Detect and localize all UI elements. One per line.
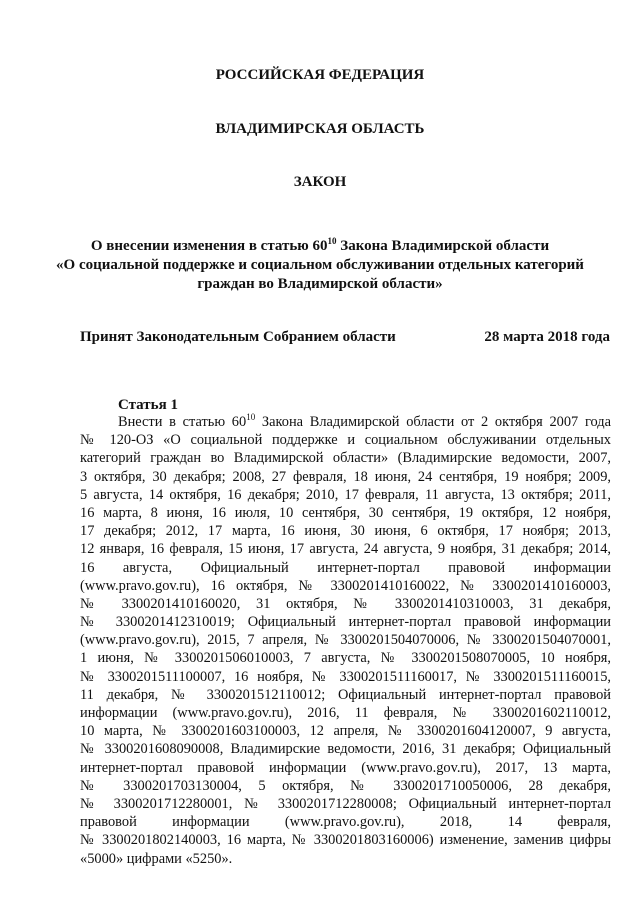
law-title-line-3: граждан во Владимирской области» — [197, 276, 443, 292]
article-superscript: 10 — [246, 413, 256, 423]
article-line: 17 декабря; 2012, 17 марта, 16 июня, 30 июня, 6 октября, 17 ноября; 2013, — [80, 523, 611, 540]
article-line: 5 августа, 14 октября, 16 декабря; 2010, 17 февраля, 11 августа, 13 октября; 2011, — [80, 486, 611, 503]
article-line — [80, 413, 611, 431]
article-line: (www.pravo.gov.ru), 16 октября, № 3300201410160022, № 3300201410160003, — [80, 577, 611, 594]
article-body — [80, 413, 611, 868]
article-line: 16 августа, Официальный интернет-портал правовой информации — [80, 559, 611, 576]
article-line: 12 января, 16 февраля, 15 июня, 17 августа, 24 августа, 9 ноября, 31 декабря; 2014, — [80, 541, 611, 558]
article-line: 11 декабря, № 3300201512110012; Официальный интернет-портал правовой — [80, 686, 611, 703]
article-line: № 3300201712280001, № 3300201712280008; Официальный интернет-портал — [80, 795, 611, 812]
adoption-line — [80, 328, 610, 347]
region-heading: ВЛАДИМИРСКАЯ ОБЛАСТЬ — [215, 121, 425, 137]
adopting-body: Принят Законодательным Собранием области — [80, 329, 396, 345]
federation-heading: РОССИЙСКАЯ ФЕДЕРАЦИЯ — [215, 67, 425, 83]
article-line: 3 октября, 30 декабря; 2008, 27 февраля, 18 июня, 24 сентября, 19 ноября; 2009, — [80, 468, 611, 485]
article-line: № 120-ОЗ «О социальной поддержке и социальном обслуживании отдельных — [80, 432, 611, 449]
law-title-line-1-end: Закона Владимирской области — [336, 238, 550, 254]
article-line: № 3300201608090008, Владимирские ведомости, 2016, 31 декабря; Официальный — [80, 741, 611, 758]
article-line: интернет-портал правовой информации (www.pravo.gov.ru), 2017, 13 марта, — [80, 759, 611, 776]
article-line: «5000» цифрами «5250». — [80, 850, 233, 867]
article-first-line-end: Закона Владимирской области от 2 октября 2007 года — [255, 414, 611, 430]
law-title-line-1 — [0, 237, 640, 256]
article-line: правовой информации (www.pravo.gov.ru), 2018, 14 февраля, — [80, 814, 611, 831]
article-line: № 3300201410160020, 31 октября, № 3300201410310003, 31 декабря, — [80, 595, 611, 612]
article-line: (www.pravo.gov.ru), 2015, 7 апреля, № 3300201504070006, № 3300201504070001, — [80, 632, 611, 649]
document-type-heading: ЗАКОН — [293, 174, 347, 190]
article-line: № 3300201802140003, 16 марта, № 3300201803160006) изменение, заменив цифры — [80, 832, 611, 849]
article-line: 1 июня, № 3300201506010003, 7 августа, № 3300201508070005, 10 ноября, — [80, 650, 611, 667]
article-heading: Статья 1 — [118, 397, 178, 413]
law-title-line-1-start: О внесении изменения в статью 60 — [90, 238, 328, 254]
article-line: № 3300201511100007, 16 ноября, № 3300201511160017, № 3300201511160015, — [80, 668, 611, 685]
article-first-line-start: Внести в статью 60 — [118, 414, 247, 430]
article-line: 10 марта, № 3300201603100003, 12 апреля, № 3300201604120007, 9 августа, — [80, 723, 611, 740]
law-title-line-2: «О социальной поддержке и социальном обслуживании отдельных категорий — [56, 257, 584, 273]
article-line: № 3300201412310019; Официальный интернет-портал правовой информации — [80, 614, 611, 631]
article-line: информации (www.pravo.gov.ru), 2016, 11 февраля, № 3300201602110012, — [80, 705, 611, 721]
law-title-superscript: 10 — [327, 236, 337, 246]
adoption-date: 28 марта 2018 года — [484, 329, 610, 345]
article-line: 16 марта, 8 июня, 16 июля, 10 сентября, 30 сентября, 19 октября, 12 ноября, — [80, 504, 611, 521]
law-title — [0, 237, 640, 294]
article-line: № 3300201703130004, 5 октября, № 3300201710050006, 28 декабря, — [80, 777, 611, 794]
article-line: категорий граждан во Владимирской области» (Владимирские ведомости, 2007, — [80, 450, 611, 467]
